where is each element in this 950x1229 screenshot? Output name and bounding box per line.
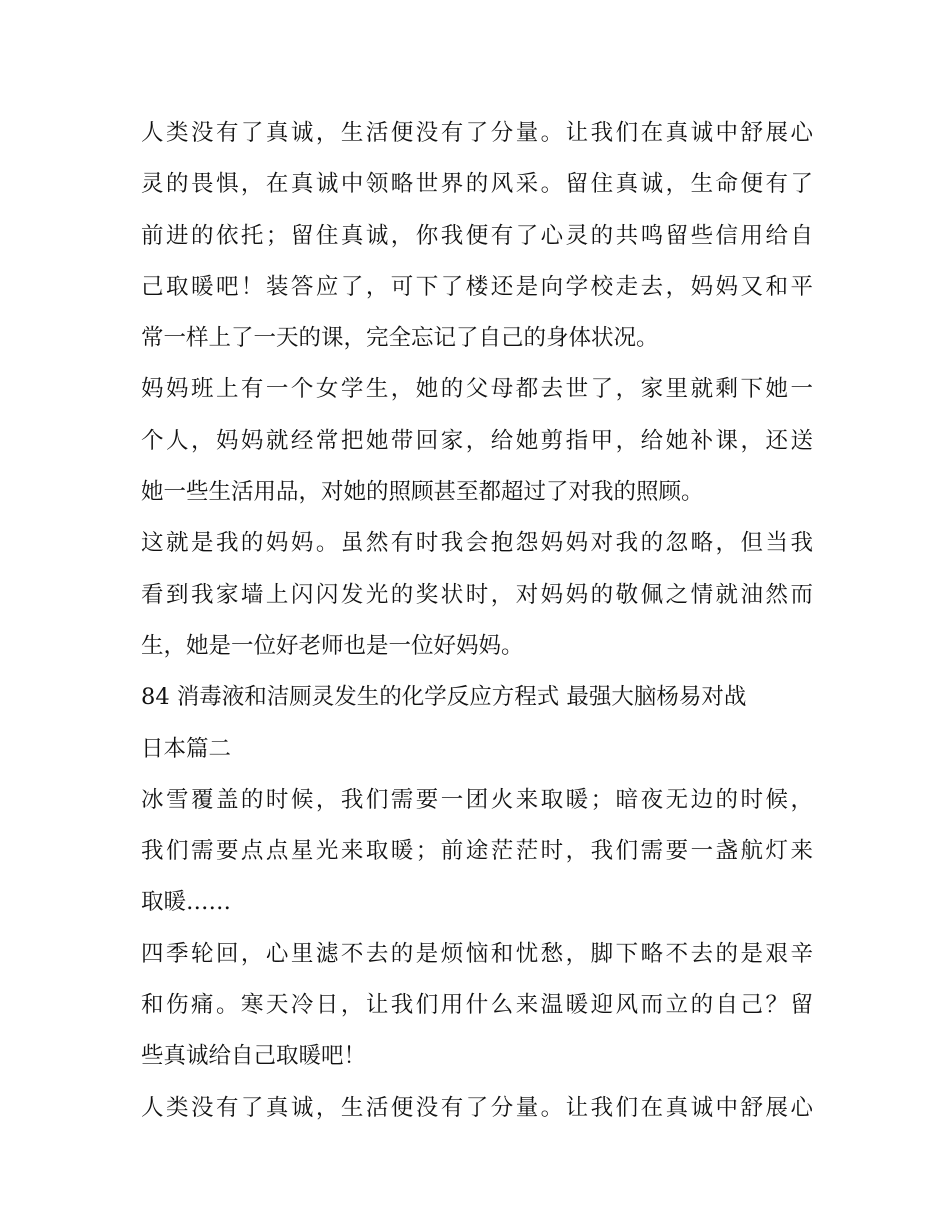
text-line: 些真诚给自己取暖吧！	[141, 1043, 367, 1070]
document-body	[141, 108, 813, 1134]
text-line: 妈妈班上有一个女学生，她的父母都去世了，家里就剩下她一	[141, 376, 813, 403]
text-line: 取暖……	[141, 889, 232, 916]
text-line: 四季轮回，心里滤不去的是烦恼和忧愁，脚下略不去的是艰辛	[141, 940, 813, 967]
text-line: 个人，妈妈就经常把她带回家，给她剪指甲，给她补课，还送	[141, 427, 813, 454]
text-line: 这就是我的妈妈。虽然有时我会抱怨妈妈对我的忽略，但当我	[141, 530, 813, 557]
text-line: 灵的畏惧，在真诚中领略世界的风采。留住真诚，生命便有了	[141, 171, 813, 198]
section-heading-line: 84 消毒液和洁厕灵发生的化学反应方程式 最强大脑杨易对战	[141, 684, 747, 711]
section-heading-line: 日本篇二	[141, 735, 232, 762]
text-line: 她一些生活用品，对她的照顾甚至都超过了对我的照顾。	[141, 479, 704, 506]
text-line: 冰雪覆盖的时候，我们需要一团火来取暖；暗夜无边的时候，	[141, 786, 813, 813]
text-line: 己取暖吧！装答应了，可下了楼还是向学校走去，妈妈又和平	[141, 273, 813, 300]
text-line: 看到我家墙上闪闪发光的奖状时，对妈妈的敬佩之情就油然而	[141, 581, 813, 608]
text-line: 人类没有了真诚，生活便没有了分量。让我们在真诚中舒展心	[141, 120, 813, 146]
text-line: 我们需要点点星光来取暖；前途茫茫时，我们需要一盏航灯来	[141, 838, 813, 865]
text-line: 生，她是一位好老师也是一位好妈妈。	[141, 632, 524, 659]
text-line: 常一样上了一天的课，完全忘记了自己的身体状况。	[141, 325, 659, 352]
text-line: 前进的依托；留住真诚，你我便有了心灵的共鸣留些信用给自	[141, 222, 813, 249]
text-line: 和伤痛。寒天冷日，让我们用什么来温暖迎风而立的自己？留	[141, 992, 813, 1019]
text-line: 人类没有了真诚，生活便没有了分量。让我们在真诚中舒展心	[141, 1094, 813, 1121]
